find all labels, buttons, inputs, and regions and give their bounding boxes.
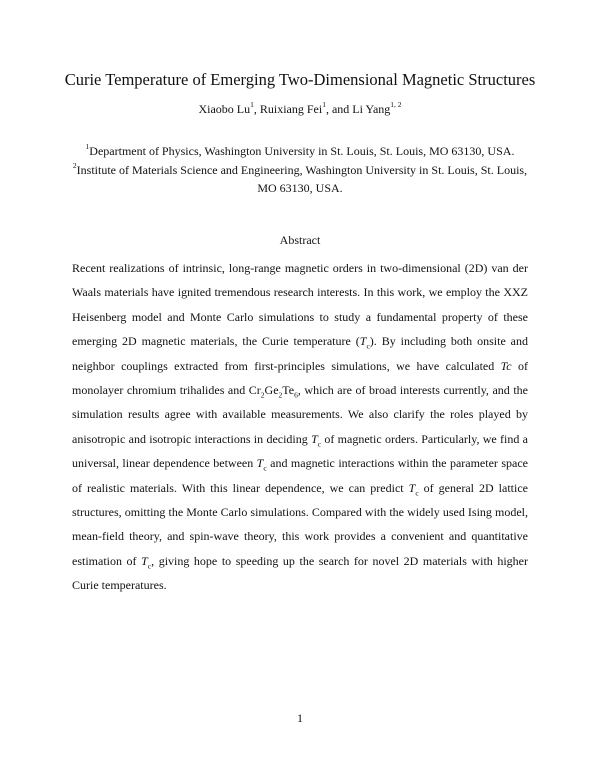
abstract-text: , which are of broad interests currently, and the simulation results agree with available measurements. We also clarify the roles played by anisotropic and isotropic interactions in deciding: [72, 383, 529, 446]
tc-symbol: T: [359, 334, 367, 349]
abstract-text: of general 2D lattice structures, omitting the Monte Carlo simulations. Compared with the widely used Ising model, mean-field theory, and spin-wave theory, this work provides a convenient and quantitative estimation of: [72, 480, 528, 568]
abstract-text: , giving hope to speeding up the search for novel 2D materials with higher Curie temperatures.: [72, 553, 528, 593]
abstract-heading: Abstract: [279, 233, 321, 247]
tc-symbol: T: [311, 431, 318, 446]
page-number: 1: [297, 711, 303, 725]
author-affiliation-mark: 1: [322, 100, 326, 109]
author-separator: ,: [253, 102, 260, 116]
tc-symbol: T: [256, 456, 264, 471]
tc-subscript: c: [263, 463, 267, 473]
tc-symbol: T: [408, 480, 416, 495]
abstract-text: of magnetic orders. Particularly, we find a universal, linear dependence between: [72, 431, 528, 471]
affiliation-text: Institute of Materials Science and Engineering, Washington University in St. Louis, St. Louis, MO 63130, USA.: [76, 163, 528, 195]
affiliation-text: Department of Physics, Washington University in St. Louis, St. Louis, MO 63130, USA.: [89, 144, 515, 158]
abstract-text: ). By including both onsite and neighbor couplings extracted from first-principles simulations, we have calculated: [72, 334, 529, 373]
author-name: Xiaobo Lu: [198, 102, 251, 116]
affiliation-mark: 1: [85, 142, 90, 151]
abstract-body: [72, 256, 528, 598]
tc-subscript: c: [317, 439, 322, 449]
abstract-text: of monolayer chromium trihalides and: [72, 358, 528, 398]
author-list: [0, 101, 600, 117]
chemical-formula: $Cr_2Ge_2Te_6$: [248, 383, 298, 400]
tc-subscript: c: [147, 561, 152, 571]
tc-symbol: Tc: [500, 358, 512, 373]
paper-title: Curie Temperature of Emerging Two-Dimensional Magnetic Structures: [64, 70, 536, 89]
author-affiliation-mark: 1, 2: [390, 100, 402, 109]
abstract-text: and magnetic interactions within the parameter space of realistic materials. With this linear dependence, we can predict: [72, 456, 528, 495]
author-name: Li Yang: [352, 102, 391, 116]
abstract-text: Recent realizations of intrinsic, long-range magnetic orders in two-dimensional (2D) van der Waals materials have ignited tremendous research interests. In this work, we employ the XXZ Heisenberg model and Monte Carlo simulations to study a fundamental property of these emerging 2D magnetic materials, the Curie temperature (: [72, 261, 528, 349]
author-separator: , and: [325, 102, 353, 116]
tc-subscript: c: [366, 341, 370, 351]
tc-subscript: c: [415, 488, 419, 498]
author-name: Ruixiang Fei: [259, 102, 323, 116]
affiliation: [70, 142, 530, 160]
tc-symbol: T: [141, 553, 148, 568]
affiliation-mark: 2: [72, 161, 77, 170]
affiliation: [70, 161, 530, 197]
author-affiliation-mark: 1: [250, 100, 254, 109]
